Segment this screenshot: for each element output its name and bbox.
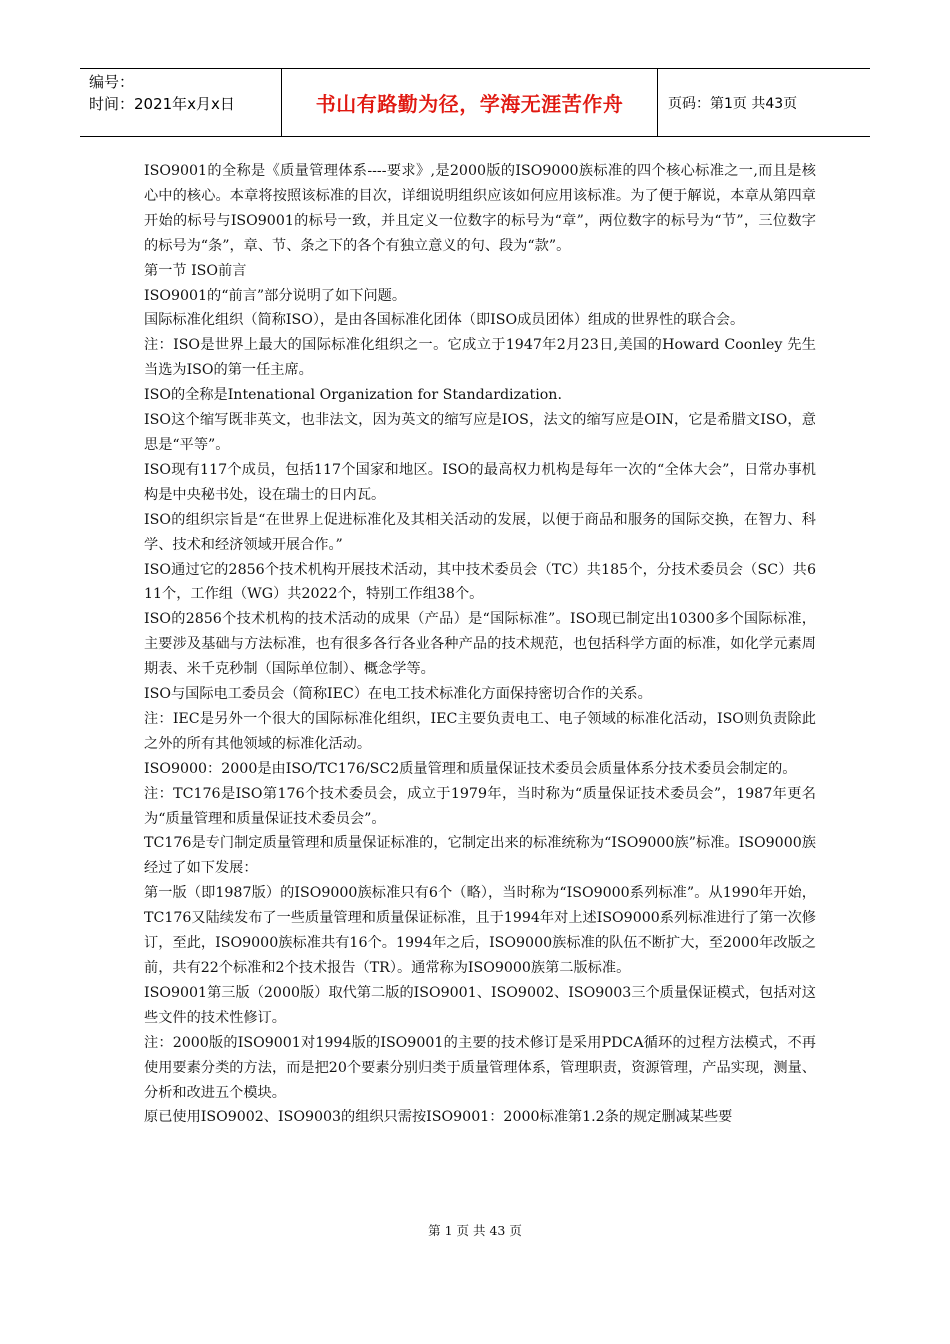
paragraph: TC176是专门制定质量管理和质量保证标准的，它制定出来的标准统称为“ISO9000族”标准。ISO9000族经过了如下发展：: [144, 835, 816, 877]
paragraph: ISO9001的“前言”部分说明了如下问题。: [144, 287, 407, 304]
document-body: [144, 159, 816, 1130]
section-heading: 第一节 ISO前言: [144, 262, 247, 279]
document-number-label: 编号：: [89, 73, 135, 91]
paragraph: 第一版（即1987版）的ISO9000族标准只有6个（略），当时称为“ISO9000系列标准”。从1990年开始，TC176又陆续发布了一些质量管理和质量保证标准，且于1994年对上述ISO9000系列标准进行了第一次修订，至此，ISO9000族标准共有16个。1994年之后，ISO9000族标准的队伍不断扩大，至2000年改版之前，共有22个标准和2个技术报告（TR）。通常称为ISO9000族第二版标准。: [144, 885, 816, 976]
paragraph: ISO与国际电工委员会（简称IEC）在电工技术标准化方面保持密切合作的关系。: [144, 686, 652, 703]
header-meta: [80, 69, 282, 136]
paragraph: ISO现有117个成员，包括117个国家和地区。ISO的最高权力机构是每年一次的“全体大会”，日常办事机构是中央秘书处，设在瑞士的日内瓦。: [144, 461, 816, 503]
paragraph: 注：IEC是另外一个很大的国际标准化组织，IEC主要负责电工、电子领域的标准化活动，ISO则负责除此之外的所有其他领域的标准化活动。: [144, 710, 816, 752]
paragraph: 注：ISO是世界上最大的国际标准化组织之一。它成立于1947年2月23日,美国的Howard Coonley 先生当选为ISO的第一任主席。: [144, 337, 816, 379]
document-time: 时间：2021年x月x日: [89, 95, 235, 113]
paragraph: ISO的组织宗旨是“在世界上促进标准化及其相关活动的发展，以便于商品和服务的国际交换，在智力、科学、技术和经济领域开展合作。”: [144, 511, 816, 553]
header-motto: 书山有路勤为径，学海无涯苦作舟: [282, 69, 658, 136]
paragraph: 注：TC176是ISO第176个技术委员会，成立于1979年，当时称为“质量保证技术委员会”，1987年更名为“质量管理和质量保证技术委员会”。: [144, 785, 816, 827]
paragraph: ISO的2856个技术机构的技术活动的成果（产品）是“国际标准”。ISO现已制定出10300多个国际标准，主要涉及基础与方法标准，也有很多各行各业各种产品的技术规范，也包括科学方面的标准，如化学元素周期表、米千克秒制（国际单位制）、概念学等。: [144, 611, 816, 678]
paragraph: 国际标准化组织（简称ISO），是由各国标准化团体（即ISO成员团体）组成的世界性的联合会。: [144, 312, 745, 329]
paragraph: ISO这个缩写既非英文，也非法文，因为英文的缩写应是IOS，法文的缩写应是OIN，它是希腊文ISO，意思是“平等”。: [144, 412, 816, 453]
page-footer: 第 1 页 共 43 页: [428, 1223, 522, 1238]
paragraph: ISO通过它的2856个技术机构开展技术活动，其中技术委员会（TC）共185个，分技术委员会（SC）共611个，工作组（WG）共2022个，特别工作组38个。: [144, 561, 816, 603]
paragraph: ISO9001第三版（2000版）取代第二版的ISO9001、ISO9002、ISO9003三个质量保证模式，包括对这些文件的技术性修订。: [144, 984, 816, 1026]
header-page-info: 页码：第1页 共43页: [668, 95, 798, 112]
paragraph: ISO的全称是Intenational Organization for Standardization.: [144, 387, 562, 404]
page-header: [80, 68, 870, 137]
paragraph: ISO9001的全称是《质量管理体系----要求》,是2000版的ISO9000族标准的四个核心标准之一,而且是核心中的核心。本章将按照该标准的目次，详细说明组织应该如何应用该标准。为了便于解说，本章从第四章开始的标号与ISO9001的标号一致，并且定义一位数字的标号为“章”，两位数字的标号为“节”，三位数字的标号为“条”，章、节、条之下的各个有独立意义的句、段为“款”。: [144, 163, 816, 254]
paragraph: 原已使用ISO9002、ISO9003的组织只需按ISO9001：2000标准第1.2条的规定删减某些要: [144, 1109, 733, 1126]
paragraph: 注：2000版的ISO9001对1994版的ISO9001的主要的技术修订是采用PDCA循环的过程方法模式，不再使用要素分类的方法，而是把20个要素分别归类于质量管理体系，管理职责，资源管理，产品实现，测量、分析和改进五个模块。: [144, 1034, 816, 1101]
paragraph: ISO9000：2000是由ISO/TC176/SC2质量管理和质量保证技术委员会质量体系分技术委员会制定的。: [144, 760, 797, 777]
